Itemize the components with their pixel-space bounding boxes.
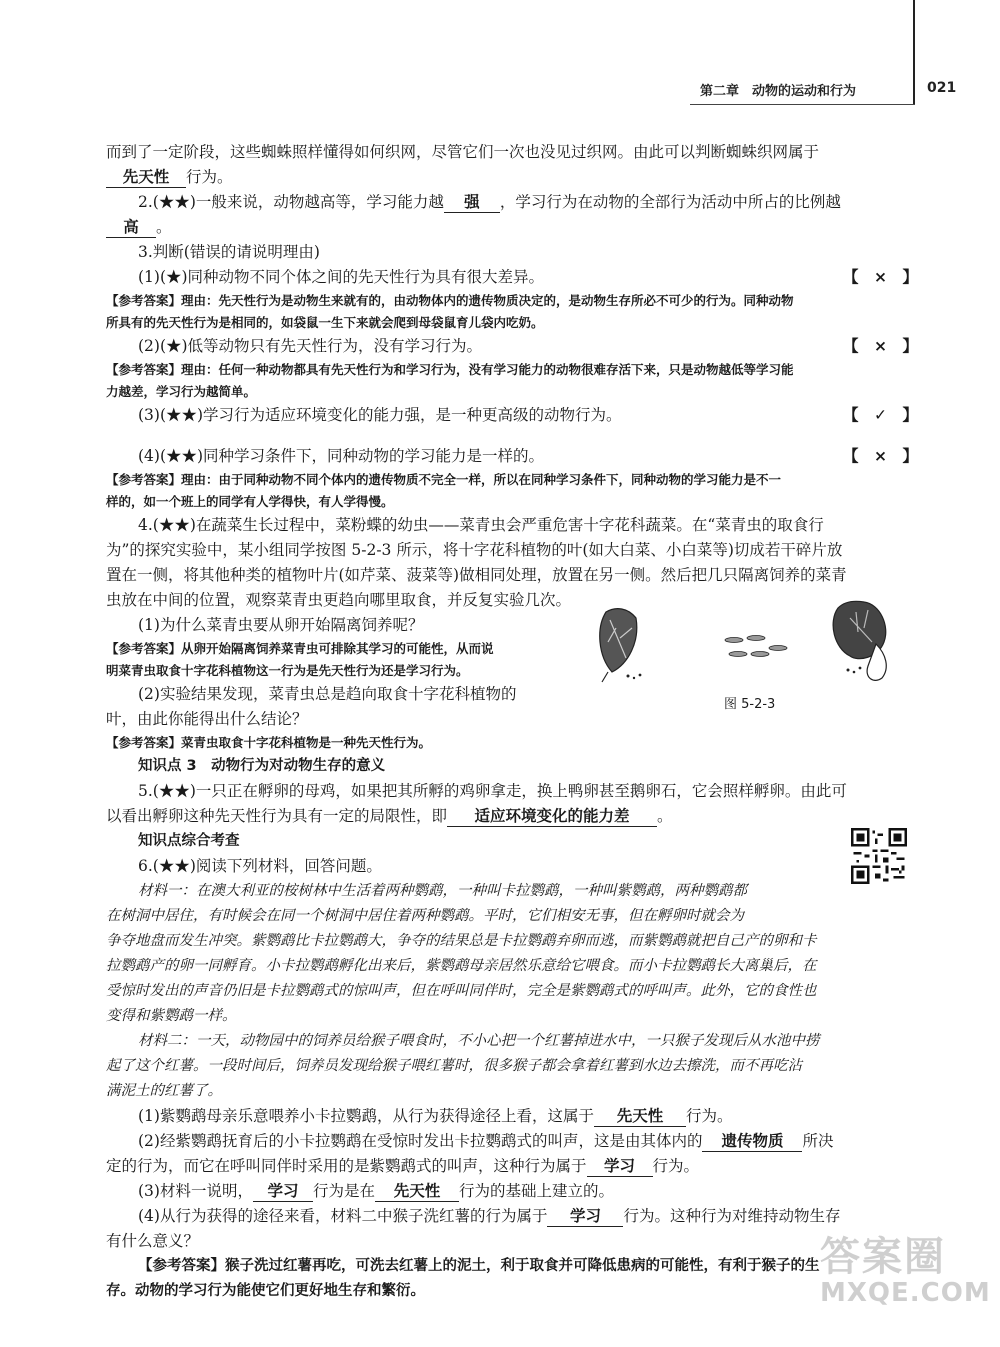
text: (1)紫鹦鹉母亲乐意喂养小卡拉鹦鹉，从行为获得途径上看，这属于 [138, 1107, 594, 1125]
text: (4)从行为获得的途径来看，材料二中猴子洗红薯的行为属于 [138, 1207, 548, 1225]
qr-code-icon [851, 828, 907, 884]
page-content [106, 140, 918, 1304]
text: 定的行为，而它在呼叫同伴时采用的是紫鹦鹉式的叫声，这种行为属于 [106, 1157, 587, 1175]
spacer [106, 428, 918, 444]
judge-item-1 [106, 265, 918, 290]
figure-5-2-3-illustration [588, 598, 918, 688]
reference-answer-cont: 样的，如一个班上的同学有人学得快，有人学得慢。 [106, 494, 394, 509]
question-4-sub-2-cont: 叶，由此你能得出什么结论？ [106, 710, 308, 728]
judge-item-3 [106, 403, 918, 428]
material-1-line: 受惊时发出的声音仍旧是卡拉鹦鹉式的惊叫声，但在呼叫同伴时，完全是紫鹦鹉式的呼叫声。此外，它的食性也 [106, 983, 817, 999]
text: 以看出孵卵这种先天性行为具有一定的局限性，即 [106, 807, 448, 825]
judge-mark: 【 ✓ 】 [843, 406, 918, 424]
text: (4)(★★)同种学习条件下，同种动物的学习能力是一样的。 [138, 447, 545, 465]
answer-blank: 遗传物质 [702, 1131, 802, 1152]
question-2 [106, 190, 918, 215]
text: ，学习行为在动物的全部行为活动中所占的比例越 [499, 193, 841, 211]
figure-caption: 图 5-2-3 [724, 697, 776, 712]
material-1-line: 在树洞中居住，有时候会在同一个树洞中居住着两种鹦鹉。平时，它们相安无事，但在孵卵时就会为 [106, 908, 744, 924]
reference-answer-final: 【参考答案】猴子洗过红薯再吃，可洗去红薯上的泥土，利于取食并可降低患病的可能性，有利于猴子的生 [138, 1258, 820, 1274]
reference-answer: 【参考答案】理由：由于同种动物不同个体内的遗传物质不完全一样，所以在同种学习条件下，同种动物的学习能力是不一 [106, 472, 782, 487]
reference-answer: 【参考答案】从卵开始隔离饲养菜青虫可排除其学习的可能性，从而说 [106, 641, 494, 656]
page-number: 021 [927, 80, 957, 96]
question-6-sub-4-cont: 有什么意义？ [106, 1232, 200, 1250]
material-1-line: 争夺地盘而发生冲突。紫鹦鹉比卡拉鹦鹉大，争夺的结果总是卡拉鹦鹉弃卵而逃，而紫鹦鹉就把自己产的卵和卡 [106, 933, 817, 949]
text: 。 [657, 807, 673, 825]
watermark-logo-text: 答案圈 [820, 1234, 946, 1280]
text: (2)经紫鹦鹉抚育后的小卡拉鹦鹉在受惊时发出卡拉鹦鹉式的叫声，这是由其体内的 [138, 1132, 703, 1150]
crumbs-icon [627, 667, 862, 680]
text: (2)(★)低等动物只有先天性行为，没有学习行为。 [138, 337, 483, 355]
answer-blank: 学习 [253, 1181, 313, 1202]
reference-answer-cont: 力越差，学习行为越简单。 [106, 384, 257, 399]
watermark-site: MXQE.COM [820, 1278, 991, 1308]
knowledge-point-3-title: 知识点 3 动物行为对动物生存的意义 [138, 758, 386, 774]
text: 行为。 [186, 168, 233, 186]
comprehensive-title: 知识点综合考查 [138, 833, 240, 849]
question-3-title: 3.判断(错误的请说明理由) [138, 243, 320, 261]
reference-answer: 【参考答案】理由：先天性行为是动物生来就有的，由动物体内的遗传物质决定的，是动物生存所必不可少的行为。同种动物 [106, 293, 794, 308]
text: 所决 [802, 1132, 834, 1150]
material-1-line: 拉鹦鹉产的卵一同孵育。小卡拉鹦鹉孵化出来后，紫鹦鹉母亲居然乐意给它喂食。而小卡拉鹦鹉长大离巢后，在 [106, 958, 817, 974]
material-2-line: 起了这个红薯。一段时间后，饲养员发现给猴子喂红薯时，很多猴子都会拿着红薯到水边去擦洗，而不再吃沾 [106, 1058, 802, 1074]
question-5: 5.(★★)一只正在孵卵的母鸡，如果把其所孵的鸡卵拿走，换上鸭卵甚至鹅卵石，它会照样孵卵。由此可 [138, 782, 847, 800]
reference-answer: 【参考答案】理由：任何一种动物都具有先天性行为和学习行为，没有学习能力的动物很难存活下来，只是动物越低等学习能 [106, 362, 794, 377]
q1-tail-answer-line [106, 165, 918, 190]
answer-blank: 强 [444, 192, 500, 213]
reference-answer-cont: 明菜青虫取食十字花科植物这一行为是先天性行为还是学习行为。 [106, 663, 469, 678]
answer-blank: 学习 [587, 1156, 653, 1177]
answer-blank: 先天性 [594, 1106, 686, 1127]
chapter-title: 第二章 动物的运动和行为 [700, 84, 857, 99]
material-1-line: 材料一：在澳大利亚的桉树林中生活着两种鹦鹉，一种叫卡拉鹦鹉，一种叫紫鹦鹉，两种鹦鹉都 [138, 883, 747, 899]
question-6-sub-4 [106, 1204, 918, 1229]
reference-answer-cont: 所具有的先天性行为是相同的，如袋鼠一生下来就会爬到母袋鼠育儿袋内吃奶。 [106, 315, 544, 330]
judge-item-2 [106, 334, 918, 359]
answer-blank: 适应环境变化的能力差 [447, 806, 657, 827]
answer-blank: 先天性 [375, 1181, 459, 1202]
question-4-line: 虫放在中间的位置，观察菜青虫更趋向哪里取食，并反复实验几次。 [106, 591, 572, 609]
question-6-sub-2 [106, 1129, 918, 1154]
text: 。 [156, 218, 172, 236]
judge-mark: 【 × 】 [843, 268, 918, 286]
question-4-line: 4.(★★)在蔬菜生长过程中，菜粉蝶的幼虫——菜青虫会严重危害十字花科蔬菜。在“菜青虫的取食行 [138, 516, 824, 534]
answer-blank: 先天性 [106, 167, 186, 188]
question-4-line: 置在一侧，将其他种类的植物叶片(如芹菜、菠菜等)做相同处理，放置在另一侧。然后把几只隔离饲养的菜青 [106, 566, 847, 584]
header-horizontal-rule [690, 104, 915, 105]
question-4-sub-2: (2)实验结果发现，菜青虫总是趋向取食十字花科植物的 [138, 685, 517, 703]
question-4-line: 为”的探究实验中，某小组同学按图 5-2-3 所示，将十字花科植物的叶(如大白菜、小白菜等)切成若干碎片放 [106, 541, 843, 559]
header-vertical-rule [913, 0, 915, 104]
judge-mark: 【 × 】 [843, 447, 918, 465]
text: 行为。 [685, 1107, 733, 1125]
answer-blank: 学习 [547, 1206, 623, 1227]
material-2-line: 满泥土的红薯了。 [106, 1083, 222, 1099]
q1-tail-line: 而到了一定阶段，这些蜘蛛照样懂得如何织网，尽管它们一次也没见过织网。由此可以判断蜘蛛织网属于 [106, 143, 820, 161]
watermark [820, 1225, 991, 1308]
judge-item-4 [106, 444, 918, 469]
material-2-line: 材料二：一天，动物园中的饲养员给猴子喂食时，不小心把一个红薯掉进水中，一只猴子发现后从水池中捞 [138, 1033, 820, 1049]
larvae-icon [725, 636, 787, 657]
text: 行为。 [652, 1157, 700, 1175]
reference-answer: 【参考答案】菜青虫取食十字花科植物是一种先天性行为。 [106, 735, 432, 750]
leaf-icon [600, 609, 637, 682]
text: 行为是在 [312, 1182, 375, 1200]
text: (3)材料一说明， [138, 1182, 253, 1200]
reference-answer-final-cont: 存。动物的学习行为能使它们更好地生存和繁衍。 [106, 1283, 425, 1299]
text: (3)(★★)学习行为适应环境变化的能力强，是一种更高级的动物行为。 [138, 406, 622, 424]
judge-mark: 【 × 】 [843, 337, 918, 355]
question-6-sub-1 [106, 1104, 918, 1129]
text: (1)(★)同种动物不同个体之间的先天性行为具有很大差异。 [138, 268, 545, 286]
question-5-cont [106, 804, 918, 829]
question-4-sub-1: (1)为什么菜青虫要从卵开始隔离饲养呢？ [138, 616, 424, 634]
question-6-title: 6.(★★)阅读下列材料，回答问题。 [138, 857, 382, 875]
question-2-cont [106, 215, 918, 240]
question-6-sub-3 [106, 1179, 918, 1204]
material-1-line: 变得和紫鹦鹉一样。 [106, 1008, 237, 1024]
question-6-sub-2-cont [106, 1154, 918, 1179]
text: 行为的基础上建立的。 [458, 1182, 614, 1200]
text: 2.(★★)一般来说，动物越高等，学习能力越 [138, 193, 444, 211]
text: 行为。这种行为对维持动物生存 [623, 1207, 841, 1225]
answer-blank: 高 [106, 217, 156, 238]
